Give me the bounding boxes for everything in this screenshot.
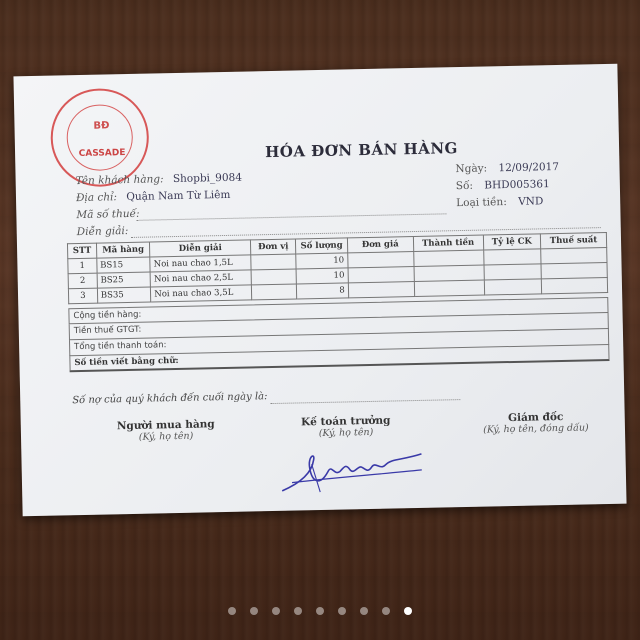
row-unit — [251, 284, 297, 300]
carousel-dot[interactable] — [272, 607, 280, 615]
number-label: Số: — [455, 179, 474, 193]
row-tax — [541, 277, 607, 293]
row-description: Noi nau chao 1,5L — [150, 255, 251, 272]
vat-label: Tiền thuế GTGT: — [73, 324, 142, 337]
tax-code-row — [76, 208, 139, 221]
customer-name-label: Tên khách hàng: — [75, 173, 164, 188]
header-discount: Tỷ lệ CK — [483, 234, 541, 250]
subtotal-label: Cộng tiền hàng: — [73, 309, 142, 322]
address-row — [76, 189, 231, 204]
buyer-sub: (Ký, họ tên) — [138, 430, 194, 443]
amount-in-words-label: Số tiền viết bằng chữ: — [74, 355, 179, 369]
carousel-dot[interactable] — [228, 607, 236, 615]
customer-name-row — [76, 172, 243, 187]
company-stamp — [50, 88, 150, 188]
description-row — [77, 225, 129, 238]
row-unit — [251, 254, 297, 270]
tax-code-label: Mã số thuế: — [76, 207, 140, 222]
carousel-dot[interactable] — [404, 607, 412, 615]
header-code: Mã hàng — [96, 242, 150, 258]
row-tax — [541, 247, 607, 263]
row-description: Noi nau chao 2,5L — [150, 270, 251, 287]
row-quantity: 10 — [296, 253, 348, 269]
address-label: Địa chỉ: — [75, 191, 118, 205]
carousel-dot[interactable] — [316, 607, 324, 615]
header-tax-rate: Thuế suất — [540, 232, 606, 248]
row-stt: 3 — [68, 288, 97, 304]
director-title: Giám đốc — [507, 410, 564, 425]
row-amount — [413, 250, 483, 266]
header-quantity: Số lượng — [296, 238, 348, 254]
stamp-top-text: BĐ — [93, 120, 110, 132]
stamp-text: CASSADE — [78, 148, 126, 160]
header-amount: Thành tiền — [413, 235, 483, 251]
row-price — [348, 282, 414, 298]
row-amount — [414, 265, 484, 281]
row-tax — [541, 262, 607, 278]
row-code: BS35 — [97, 287, 151, 303]
row-stt: 2 — [68, 273, 97, 289]
row-discount — [484, 264, 542, 280]
carousel-indicator — [0, 600, 640, 619]
items-table — [67, 232, 608, 304]
carousel-dot[interactable] — [360, 607, 368, 615]
director-sub: (Ký, họ tên, đóng dấu) — [483, 422, 589, 436]
row-discount — [483, 249, 541, 265]
date-value: 12/09/2017 — [498, 160, 560, 175]
currency-value: VND — [518, 195, 544, 208]
number-row — [456, 178, 550, 192]
header-unit: Đơn vị — [251, 239, 297, 255]
address-value: Quận Nam Từ Liêm — [126, 188, 231, 204]
date-label: Ngày: — [455, 162, 488, 176]
row-description: Noi nau chao 3,5L — [151, 285, 252, 302]
accountant-sub: (Ký, họ tên) — [318, 426, 374, 440]
accountant-signature-block — [271, 414, 421, 440]
carousel-dot[interactable] — [382, 607, 390, 615]
row-code: BS25 — [97, 272, 151, 288]
header-stt: STT — [67, 243, 96, 259]
row-stt: 1 — [68, 258, 97, 274]
row-quantity: 10 — [296, 268, 348, 284]
carousel-dot[interactable] — [250, 607, 258, 615]
director-signature-block — [451, 410, 621, 437]
row-quantity: 8 — [297, 283, 349, 299]
description-label: Diễn giải: — [76, 225, 129, 239]
debt-label: Số nợ của quý khách đến cuối ngày là: — [72, 391, 268, 407]
debt-row — [72, 391, 267, 406]
total-label: Tổng tiền thanh toán: — [74, 340, 167, 353]
customer-name-value: Shopbi_9084 — [172, 171, 243, 186]
row-unit — [251, 269, 297, 285]
document-title: HÓA ĐƠN BÁN HÀNG — [264, 139, 459, 162]
row-discount — [484, 279, 542, 295]
buyer-title: Người mua hàng — [116, 418, 215, 433]
currency-row — [456, 195, 543, 209]
buyer-signature-block — [91, 418, 241, 444]
handwritten-signature — [271, 440, 432, 503]
row-price — [348, 267, 414, 283]
accountant-title: Kế toán trưởng — [300, 414, 391, 429]
tax-code-dotted-line — [136, 213, 446, 220]
currency-label: Loại tiền: — [456, 196, 507, 210]
header-description: Diễn giải — [150, 240, 251, 257]
carousel-dot[interactable] — [294, 607, 302, 615]
carousel-dot[interactable] — [338, 607, 346, 615]
row-amount — [414, 280, 484, 296]
number-value: BHD005361 — [484, 178, 550, 192]
header-price: Đơn giá — [347, 237, 413, 253]
row-code: BS15 — [97, 257, 151, 273]
debt-dotted-line — [270, 399, 460, 404]
invoice-paper — [13, 64, 626, 517]
date-row — [455, 161, 559, 175]
row-price — [347, 252, 413, 268]
